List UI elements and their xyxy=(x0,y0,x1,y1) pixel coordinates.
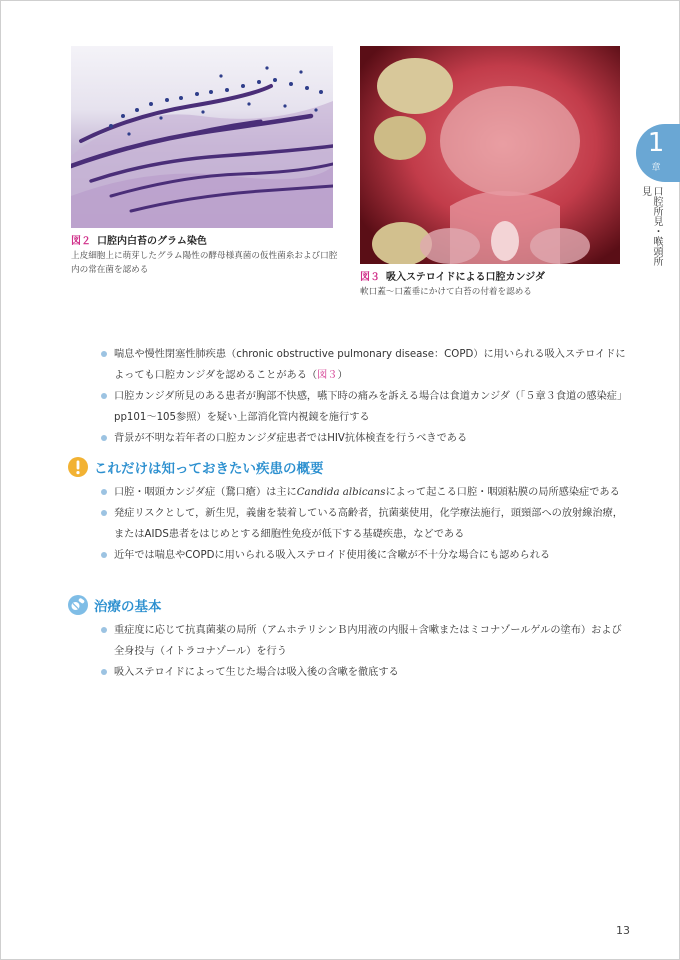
treatment-section-heading xyxy=(68,594,162,616)
bullet-text: 口腔カンジダ所見のある患者が胸部不快感，嚥下時の痛みを訴える場合は食道カンジダ（「５章３食道の感染症」pp101～105参照）を疑い上部消化管内視鏡を施行する xyxy=(114,391,628,423)
list-item xyxy=(100,344,630,386)
exclamation-icon xyxy=(68,457,88,477)
list-item xyxy=(100,503,630,545)
figure-3-title: 吸入ステロイドによる口腔カンジダ xyxy=(386,272,545,283)
chapter-number: 1 xyxy=(647,128,665,158)
bullet-text: 喘息や慢性閉塞性肺疾患（chronic obstructive pulmonary disease：COPD）に用いられる吸入ステロイドによっても口腔カンジダを認めることがある（ xyxy=(114,349,626,381)
intro-bullet-list xyxy=(100,344,630,449)
bullet-italic-text: Candida albicans xyxy=(296,487,386,498)
figure-2-title: 口腔内白苔のグラム染色 xyxy=(97,236,207,247)
bullet-text: 発症リスクとして，新生児，義歯を装着している高齢者，抗菌薬使用，化学療法施行，頭頸部への放射線治療，またはAIDS患者をはじめとする細胞性免疫が低下する基礎疾患，などである xyxy=(114,508,623,540)
bullet-text: 近年では喘息やCOPDに用いられる吸入ステロイド使用後に含嗽が不十分な場合にも認められる xyxy=(114,550,551,561)
list-item xyxy=(100,662,630,683)
bullet-text: 重症度に応じて抗真菌薬の局所（アムホテリシンＢ内用液の内服＋含嗽またはミコナゾールゲルの塗布）および全身投与（イトラコナゾール）を行う xyxy=(114,625,622,657)
overview-section-title: これだけは知っておきたい疾患の概要 xyxy=(94,461,324,477)
treatment-bullet-list xyxy=(100,620,630,683)
bullet-text: によって起こる口腔・咽頭粘膜の局所感染症である xyxy=(385,487,620,498)
figure-2-description: 上皮細胞上に萌芽したグラム陽性の酵母様真菌の仮性菌糸および口腔内の常在菌を認める xyxy=(71,251,338,275)
bullet-text: 背景が不明な若年者の口腔カンジダ症患者ではHIV抗体検査を行うべきである xyxy=(114,433,468,444)
figure-3-reference-link[interactable]: 図３ xyxy=(317,370,338,381)
figure-2-image xyxy=(71,46,333,228)
bullet-text: 口腔・咽頭カンジダ症（鵞口瘡）は主に xyxy=(114,487,297,498)
list-item xyxy=(100,545,630,566)
overview-bullet-list xyxy=(100,482,630,566)
chapter-tab xyxy=(636,124,680,274)
treatment-section-title: 治療の基本 xyxy=(94,599,162,615)
figure-3-description: 軟口蓋～口蓋垂にかけて白苔の付着を認める xyxy=(360,287,532,297)
figure-3-number: 図３ xyxy=(360,272,380,283)
list-item xyxy=(100,482,630,503)
list-item xyxy=(100,620,630,662)
figure-3-caption xyxy=(360,270,620,299)
page-number: 13 xyxy=(616,924,630,937)
chapter-label: 章 xyxy=(651,163,661,173)
figure-2-number: 図２ xyxy=(71,236,91,247)
chapter-title: 口腔所見・喉頭所見 xyxy=(639,186,662,266)
bullet-text: 吸入ステロイドによって生じた場合は吸入後の含嗽を徹底する xyxy=(114,667,399,678)
list-item xyxy=(100,386,630,428)
list-item xyxy=(100,428,630,449)
figure-2-caption xyxy=(71,234,341,277)
overview-section-heading xyxy=(68,456,324,478)
figure-3-image xyxy=(360,46,620,264)
pill-icon xyxy=(68,595,88,615)
bullet-text: ） xyxy=(337,370,348,381)
